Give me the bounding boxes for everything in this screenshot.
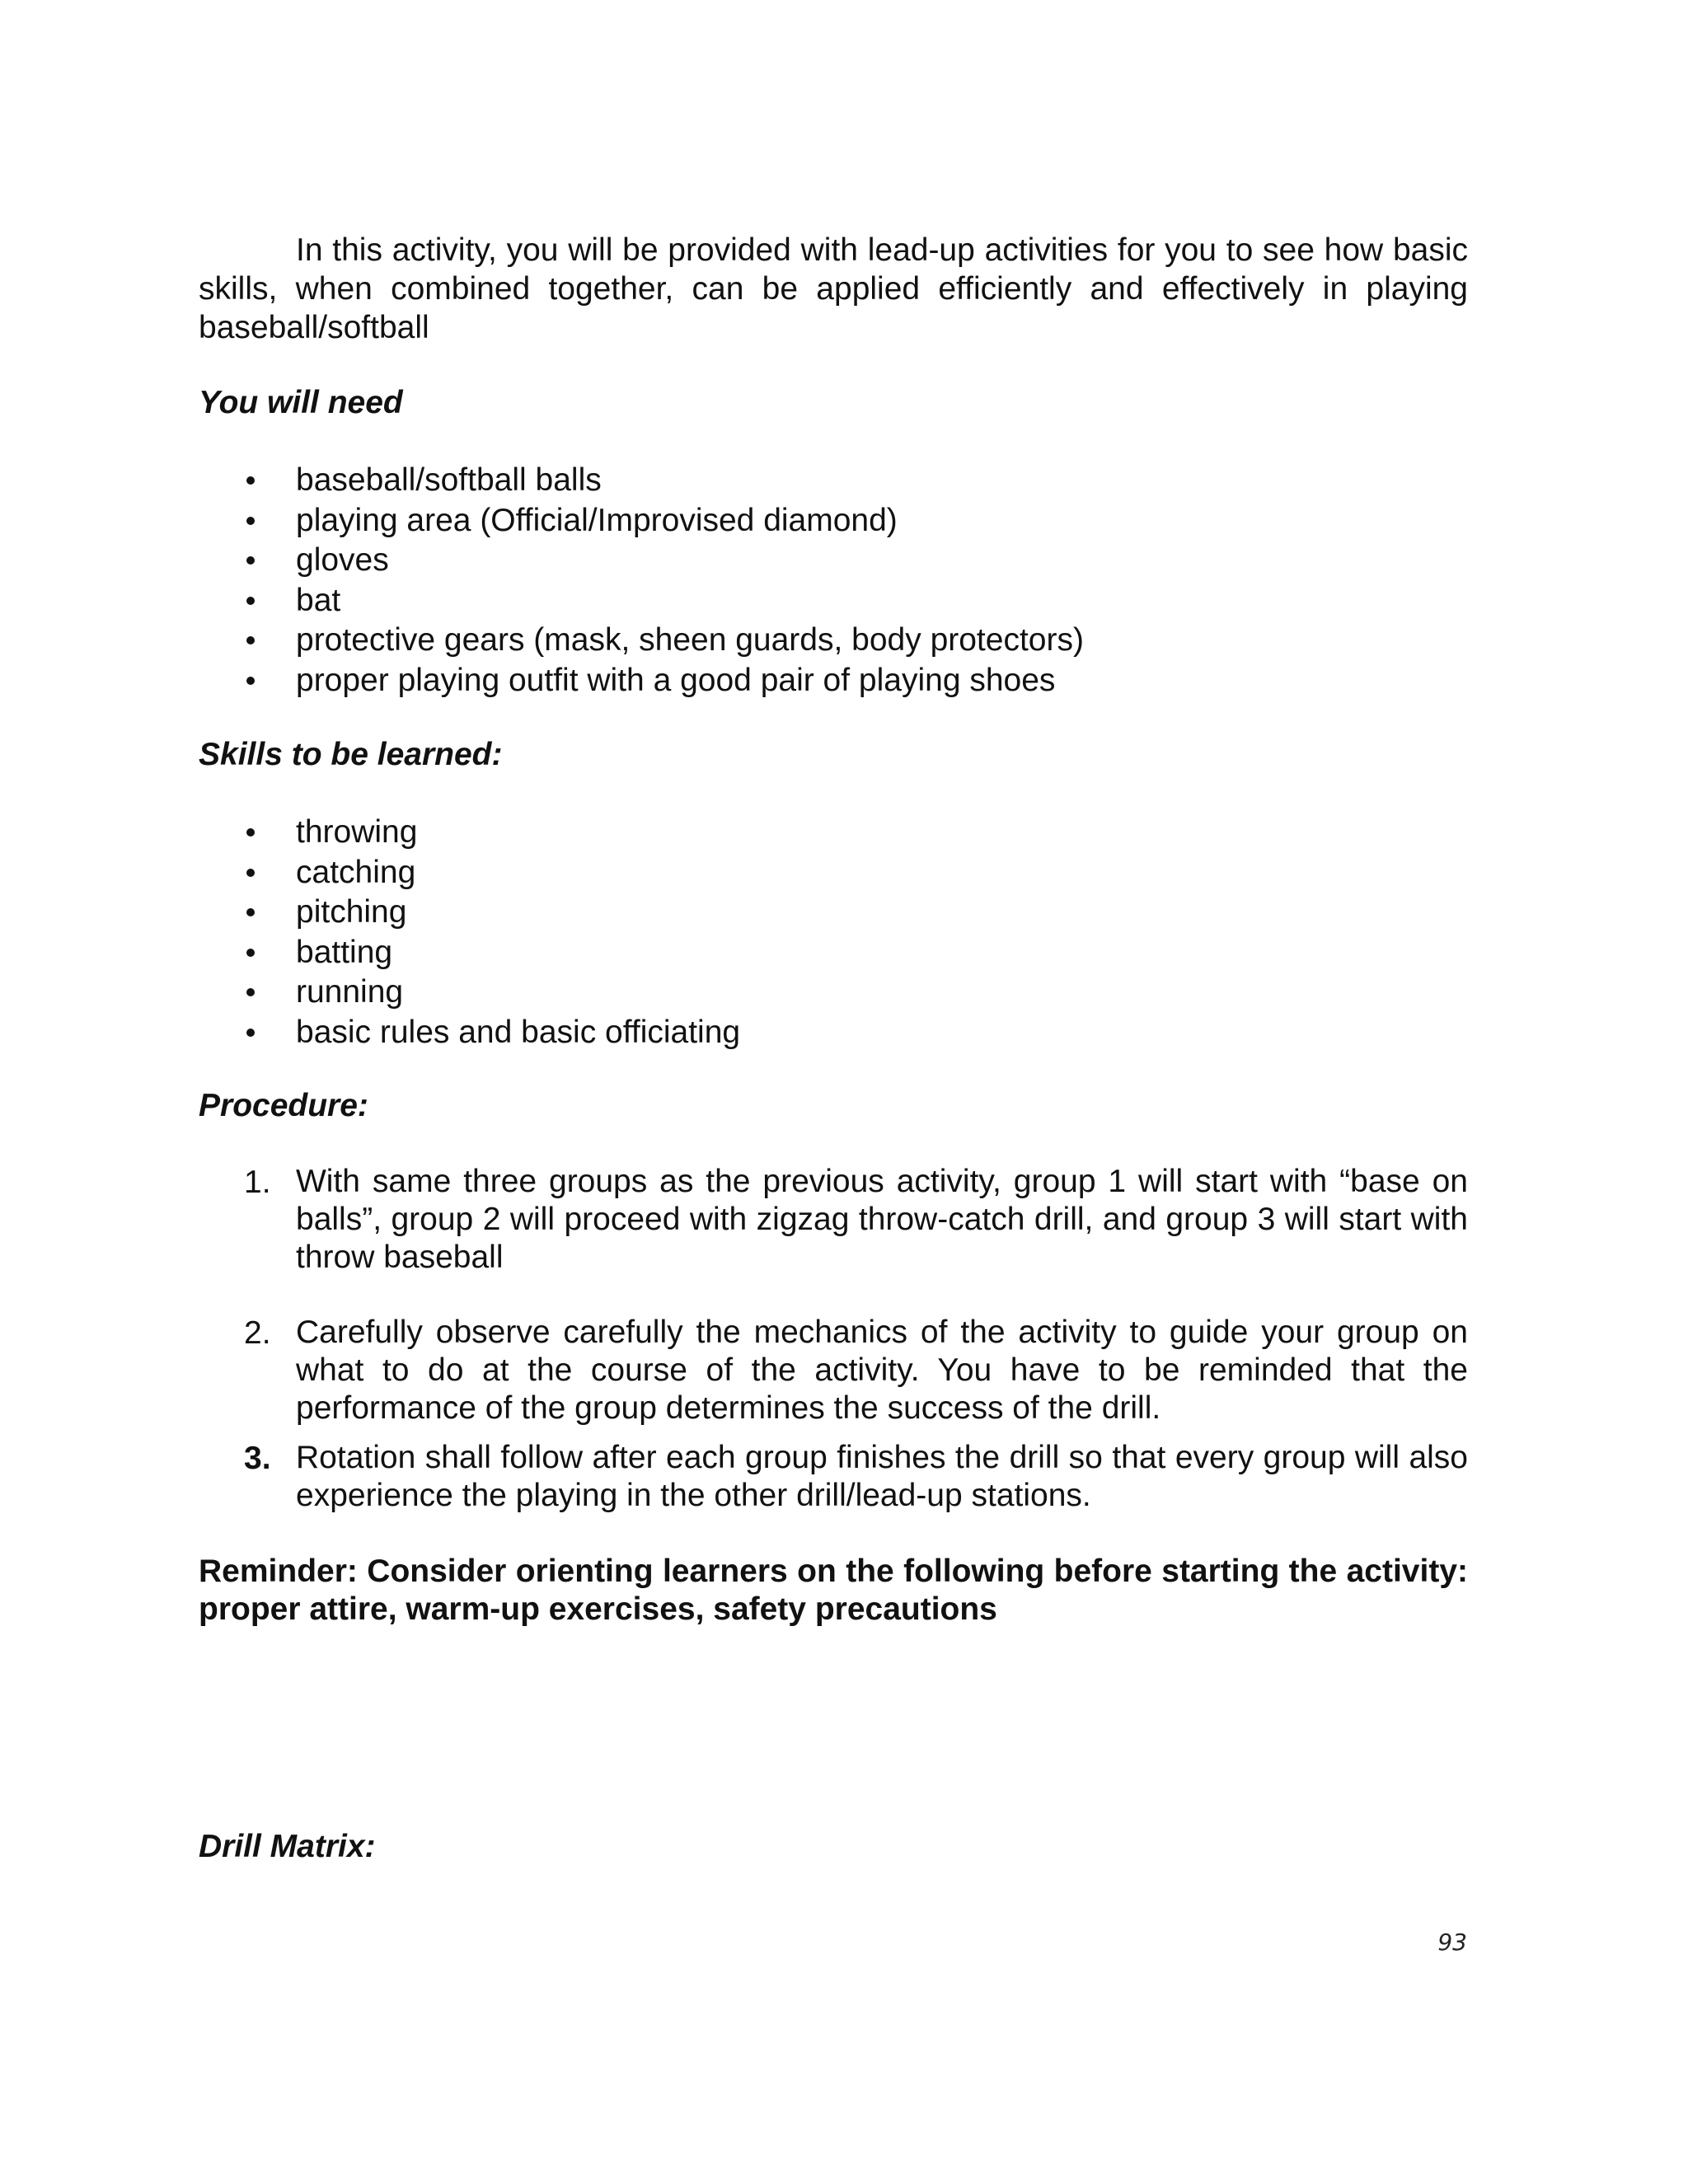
list-item: protective gears (mask, sheen guards, body protectors) <box>199 621 1468 661</box>
reminder-note: Reminder: Consider orienting learners on the following before starting the activity: proper attire, warm-up exercises, safety precautions <box>199 1554 1468 1627</box>
step-text: Carefully observe carefully the mechanics of the activity to guide your group on what to do at the course of the activity. You have to be reminded that the performance of the group determines the success of the drill. <box>296 1315 1468 1426</box>
list-item: basic rules and basic officiating <box>199 1013 1468 1053</box>
list-item: proper playing outfit with a good pair of playing shoes <box>199 661 1468 701</box>
bullet-icon <box>246 556 255 565</box>
list-item: batting <box>199 933 1468 973</box>
intro-paragraph: In this activity, you will be provided with lead-up activities for you to see how basic skills, when combined together, can be applied efficiently and effectively in playing baseball/softball <box>199 232 1468 345</box>
drill-matrix-heading: Drill Matrix: <box>199 1829 376 1864</box>
bullet-icon <box>246 476 255 485</box>
procedure-step <box>199 1163 1468 1277</box>
bullet-icon <box>246 988 255 996</box>
bullet-icon <box>246 1029 255 1037</box>
skills-heading: Skills to be learned: <box>199 737 503 772</box>
list-item: pitching <box>199 893 1468 933</box>
needs-heading: You will need <box>199 385 403 420</box>
bullet-icon <box>246 517 255 525</box>
procedure-step <box>199 1439 1468 1515</box>
bullet-icon <box>246 869 255 877</box>
page-number: 93 <box>1437 1929 1467 1956</box>
list-item: bat <box>199 581 1468 621</box>
list-item: playing area (Official/Improvised diamond) <box>199 501 1468 541</box>
bullet-icon <box>246 677 255 685</box>
step-number: 1. <box>244 1165 271 1200</box>
step-text: Rotation shall follow after each group finishes the drill so that every group will also experience the playing in the other drill/lead-up stations. <box>296 1440 1468 1513</box>
list-item: gloves <box>199 541 1468 581</box>
document-page <box>199 231 1468 1864</box>
bullet-icon <box>246 949 255 957</box>
step-number: 2. <box>244 1315 271 1351</box>
step-text: With same three groups as the previous activity, group 1 will start with “base on balls”, group 2 will proceed with zigzag throw-catch drill, and group 3 will start with throw baseball <box>296 1164 1468 1275</box>
list-item: throwing <box>199 813 1468 853</box>
skills-list <box>199 813 1468 1053</box>
step-number: 3. <box>244 1441 271 1476</box>
list-item: baseball/softball balls <box>199 461 1468 501</box>
procedure-step <box>199 1314 1468 1427</box>
list-item: running <box>199 972 1468 1013</box>
bullet-icon <box>246 597 255 605</box>
list-item: catching <box>199 853 1468 893</box>
procedure-heading: Procedure: <box>199 1088 368 1123</box>
needs-list <box>199 461 1468 701</box>
bullet-icon <box>246 828 255 837</box>
bullet-icon <box>246 908 255 916</box>
bullet-icon <box>246 636 255 644</box>
